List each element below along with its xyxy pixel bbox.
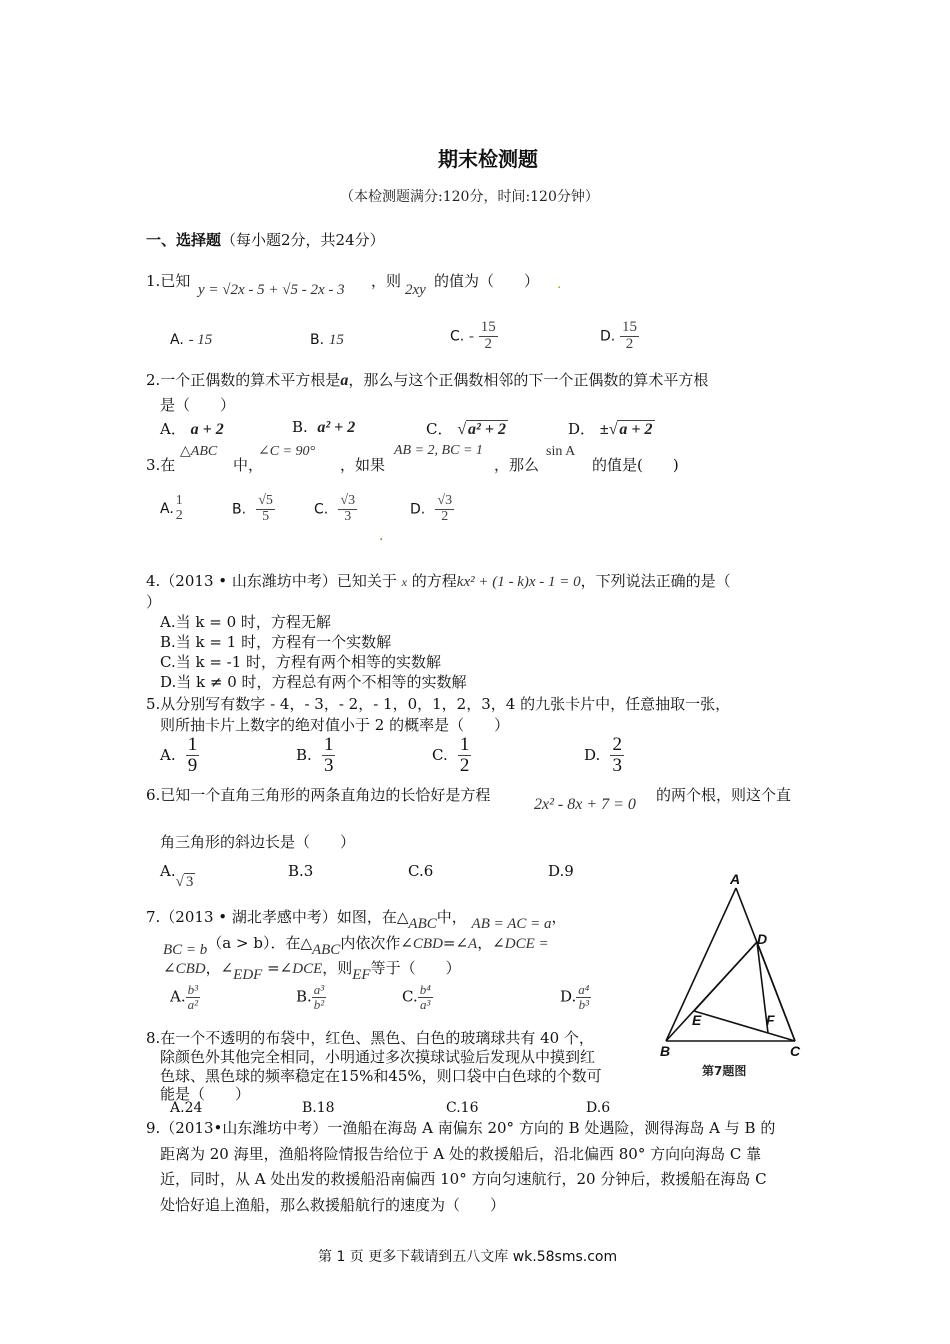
q3-condition: AB = 2, BC = 1	[394, 443, 483, 458]
section-note: （每小题2分，共24分）	[221, 231, 385, 249]
question-2-line2: 是（ ）	[160, 396, 236, 414]
q3-text-3: ，那么	[494, 456, 540, 474]
q1-number: 1.	[146, 272, 161, 290]
q3-angle: ∠C = 90°	[258, 444, 316, 459]
question-4-line2: ）	[146, 593, 162, 611]
vertex-label-e: E	[692, 1012, 702, 1028]
section-title: 一、选择题	[146, 231, 222, 249]
q4-option-d: D.当 k ≠ 0 时，方程总有两个不相等的实数解	[160, 673, 467, 691]
q1-expr2: 2xy	[405, 282, 426, 298]
q1-text-c: 的值为（ ）	[434, 272, 540, 290]
q1-text-a: 已知	[160, 272, 191, 290]
q4-option-c: C.当 k = -1 时，方程有两个相等的实数解	[160, 653, 442, 671]
q5-option-b: B. $\frac{1}{3}$	[296, 734, 334, 776]
q4-option-b: B.当 k = 1 时，方程有一个实数解	[160, 633, 392, 651]
question-7: 7.（2013 • 湖北孝感中考）如图，在△ABC中， AB = AC = a，	[146, 908, 567, 932]
vertex-label-b: B	[660, 1043, 671, 1059]
edge-ce	[694, 1011, 795, 1041]
q7-option-b: B. $\frac{\text{a³}}{\text{b²}}$	[296, 982, 325, 1012]
q2-option-b: B. a² + 2	[292, 418, 356, 436]
q8-option-d: D.6	[586, 1100, 611, 1116]
q3-option-d: D. $\frac{√3}{2}$	[410, 493, 453, 524]
q5-option-c: C. $\frac{1}{2}$	[432, 734, 470, 776]
question-8-line4: 能是（ ）	[160, 1085, 251, 1103]
q7-option-a: A. $\frac{\text{b³}}{\text{a²}}$	[170, 982, 199, 1012]
q3-option-b: B. $\frac{√5}{5}$	[232, 493, 273, 524]
q1-option-c: C. - $\frac{15}{2}$	[450, 319, 496, 352]
question-8-line3: 色球、黑色球的频率稳定在15%和45%，则口袋中白色球的个数可	[160, 1067, 602, 1085]
q6-equation: 2x² - 8x + 7 = 0	[534, 796, 636, 813]
q3-triangle: △ABC	[180, 444, 218, 459]
question-5-line2: 则所抽卡片上数字的绝对值小于 2 的概率是（ ）	[160, 716, 510, 734]
question-6: 6.已知一个直角三角形的两条直角边的长恰好是方程	[146, 786, 491, 804]
figure-caption: 第7题图	[702, 1064, 747, 1078]
q6-option-d: D.9	[548, 862, 574, 880]
section-heading	[146, 229, 385, 250]
q3-option-a: A. 1 2	[160, 493, 183, 523]
edge-de	[694, 942, 757, 1011]
vertex-label-d: D	[757, 931, 768, 947]
question-9-line2: 距离为 20 海里，渔船将险情报告给位于 A 处的救援船后，沿北偏西 80° 方向向海岛 C 靠	[160, 1145, 762, 1163]
page-subtitle: （本检测题满分:120分，时间:120分钟）	[340, 189, 599, 205]
q6-option-a: A.√ 3	[160, 862, 194, 890]
q3-text-2: ，如果	[340, 456, 386, 474]
question-7-line2: BC = b（a > b）．在△ABC内依次作∠CBD=∠A，∠DCE =	[163, 934, 549, 958]
q8-option-a: A.24	[170, 1100, 203, 1116]
vertex-label-c: C	[790, 1043, 801, 1059]
question-6-line1b: 的两个根，则这个直	[656, 786, 792, 804]
page-footer: 第 1 页 更多下载请到五八文库 wk.58sms.com	[318, 1249, 618, 1265]
question-5: 5.从分别写有数字 - 4，- 3，- 2，- 1，0，1，2，3，4 的九张卡片中，任意抽取一张，	[146, 695, 731, 713]
q7-figure	[650, 870, 810, 1090]
q2-option-c: C． √ a² + 2	[426, 420, 506, 438]
q5-option-a: A. $\frac{1}{9}$	[160, 734, 198, 776]
stray-mark-2: .	[379, 528, 384, 544]
question-9-line4: 处恰好追上渔船，那么救援船航行的速度为（ ）	[160, 1196, 506, 1214]
question-9-line1: 9.（2013•山东潍坊中考）一渔船在海岛 A 南偏东 20° 方向的 B 处遇险，测得海岛 A 与 B 的	[146, 1119, 776, 1137]
q8-option-b: B.18	[302, 1100, 335, 1116]
vertex-label-a: A	[730, 871, 741, 887]
q1-option-b: B. 15	[310, 332, 344, 348]
page-title: 期末检测题	[438, 147, 538, 171]
q1-text-b: ，则	[371, 272, 402, 290]
question-9-line3: 近，同时，从 A 处出发的救援船沿南偏西 10° 方向匀速航行，20 分钟后，救援船在海岛 C	[160, 1170, 767, 1188]
q1-expression	[198, 282, 345, 299]
question-8-line2: 除颜色外其他完全相同，小明通过多次摸球试验后发现从中摸到红	[160, 1048, 596, 1066]
q6-option-b: B.3	[288, 862, 314, 880]
question-2: 2.一个正偶数的算术平方根是a，那么与这个正偶数相邻的下一个正偶数的算术平方根	[146, 371, 709, 389]
q3-option-c: C. $\frac{√3}{3}$	[314, 493, 356, 524]
question-4: 4.（2013 • 山东潍坊中考）已知关于 x 的方程kx² + (1 - k)x - 1 = 0，下列说法正确的是（	[146, 572, 731, 590]
q6-option-c: C.6	[408, 862, 434, 880]
q3-text-1: 中，	[233, 456, 264, 474]
question-1	[146, 271, 190, 291]
q2-option-a: A． a + 2	[160, 420, 224, 438]
q3-text-end: 的值是( )	[592, 456, 679, 474]
q7-option-c: C. $\frac{\text{b⁴}}{\text{a³}}$	[402, 982, 431, 1012]
q5-option-d: D. $\frac{2}{3}$	[584, 734, 622, 776]
q2-option-d: D． ±√ a + 2	[568, 420, 653, 438]
question-3: 3.在	[146, 456, 176, 474]
q1-option-a: A. - 15	[170, 332, 213, 348]
q3-function: sin A	[546, 444, 576, 459]
q4-option-a: A.当 k = 0 时，方程无解	[160, 613, 331, 631]
q1-expr-text: y = √2x - 5 + √5 - 2x - 3	[198, 282, 345, 298]
question-6-line2: 角三角形的斜边长是（ ）	[160, 833, 356, 851]
q8-option-c: C.16	[446, 1100, 479, 1116]
q7-option-d: D. $\frac{\text{a⁴}}{\text{b³}}$	[560, 982, 590, 1012]
question-7-line3: ∠CBD，∠EDF =∠DCE，则EF等于（ ）	[163, 959, 461, 983]
q1-option-d: D. $\frac{15}{2}$	[600, 319, 638, 352]
vertex-label-f: F	[766, 1012, 775, 1028]
stray-mark: .	[557, 276, 562, 292]
question-8-line1: 8.在一个不透明的布袋中，红色、黑色、白色的玻璃球共有 40 个，	[146, 1029, 594, 1047]
